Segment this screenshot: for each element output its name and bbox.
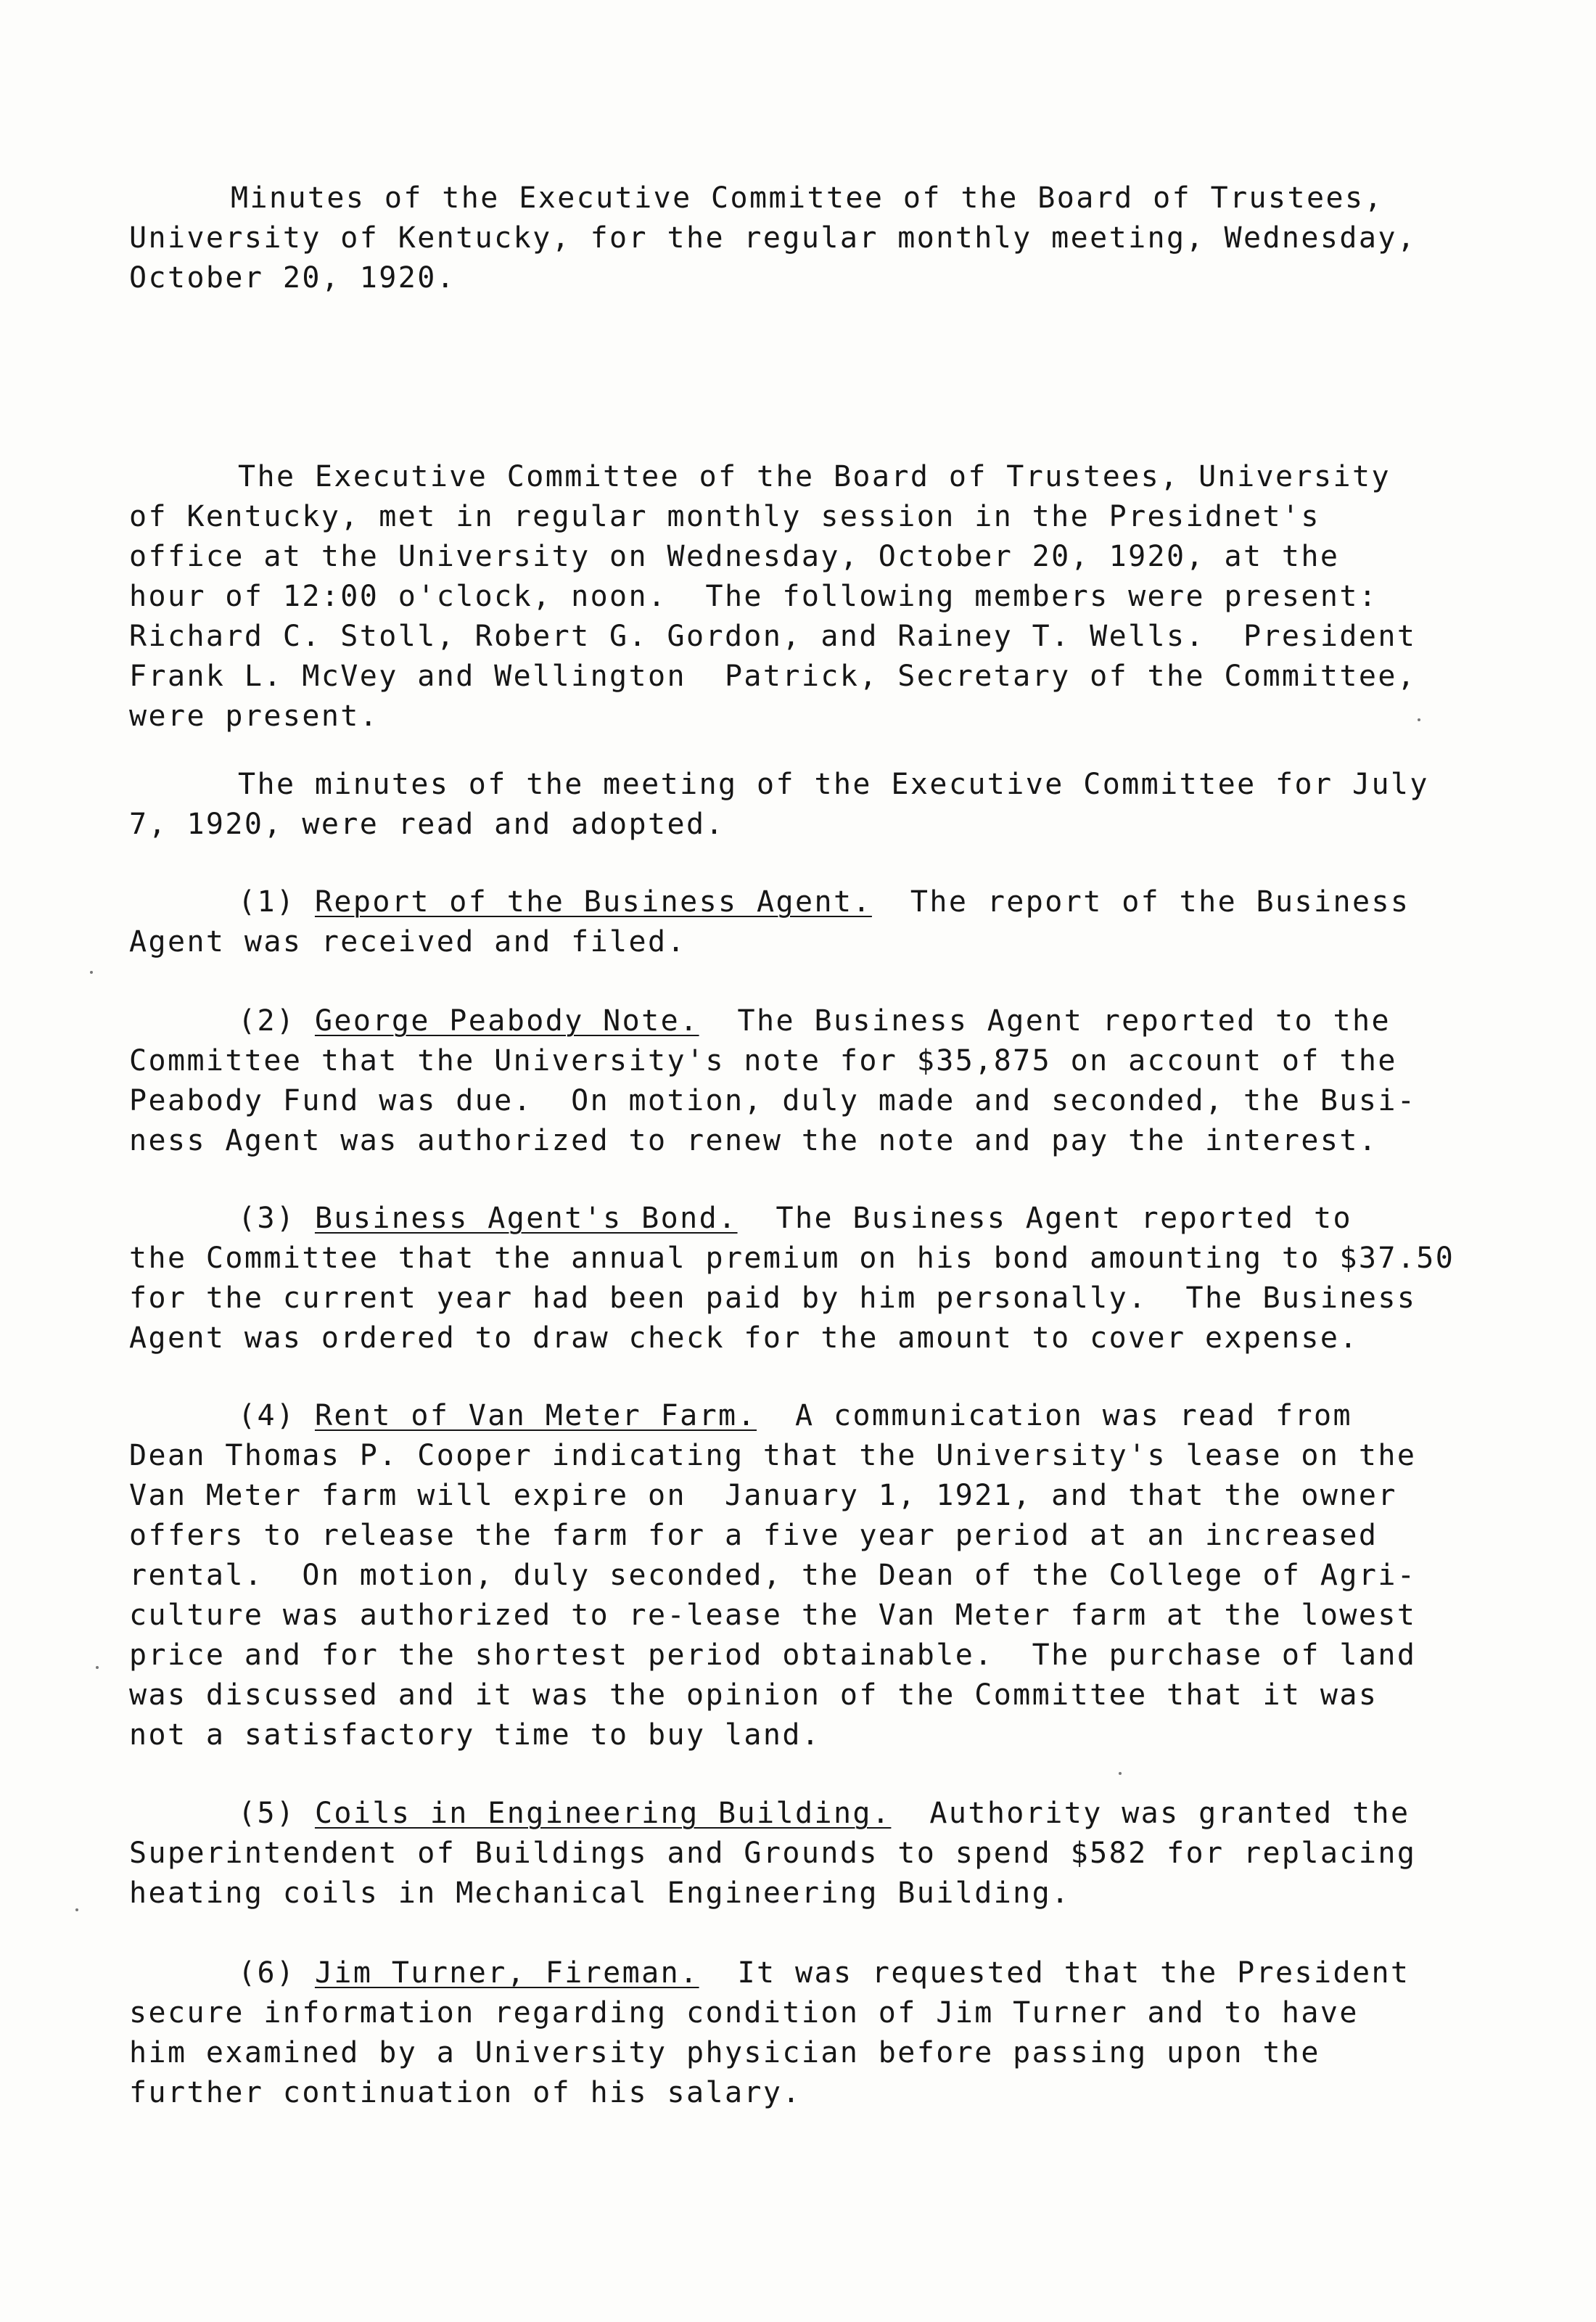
item-line: Committee that the University's note for $35,875 on account of the bbox=[129, 1044, 1397, 1078]
intro-line: The Executive Committee of the Board of Trustees, University bbox=[238, 460, 1391, 493]
item-line: Agent was ordered to draw check for the amount to cover expense. bbox=[129, 1321, 1359, 1355]
item-line: Superintendent of Buildings and Grounds to spend $582 for replacing bbox=[129, 1837, 1417, 1870]
item-2 bbox=[129, 1001, 1507, 1161]
item-line: ness Agent was authorized to renew the note and pay the interest. bbox=[129, 1124, 1378, 1157]
item-number: (5) bbox=[238, 1797, 296, 1830]
item-title: Report of the Business Agent. bbox=[314, 885, 872, 919]
item-line: for the current year had been paid by him personally. The Business bbox=[129, 1281, 1417, 1315]
item-number: (6) bbox=[238, 1956, 296, 1990]
document-header bbox=[129, 179, 1507, 298]
item-line: Agent was received and filed. bbox=[129, 925, 686, 959]
scan-speck bbox=[96, 1666, 99, 1669]
item-line: Van Meter farm will expire on January 1, 1921, and that the owner bbox=[129, 1479, 1397, 1512]
item-3 bbox=[129, 1199, 1507, 1358]
scan-speck bbox=[75, 1908, 78, 1911]
minutes-line: 7, 1920, were read and adopted. bbox=[129, 808, 725, 841]
item-title: Business Agent's Bond. bbox=[314, 1202, 738, 1235]
intro-line: were present. bbox=[129, 700, 379, 733]
minutes-line: The minutes of the meeting of the Executive Committee for July bbox=[238, 768, 1429, 801]
item-line: price and for the shortest period obtainable. The purchase of land bbox=[129, 1638, 1417, 1672]
minutes-paragraph bbox=[129, 765, 1507, 845]
intro-line: Frank L. McVey and Wellington Patrick, Secretary of the Committee, bbox=[129, 660, 1417, 693]
header-line: University of Kentucky, for the regular monthly meeting, Wednesday, bbox=[129, 221, 1417, 255]
item-number: (4) bbox=[238, 1399, 296, 1432]
item-6 bbox=[129, 1953, 1507, 2113]
item-line: Peabody Fund was due. On motion, duly made and seconded, the Busi- bbox=[129, 1084, 1417, 1117]
scan-speck bbox=[90, 971, 93, 974]
item-4 bbox=[129, 1396, 1507, 1755]
item-line: heating coils in Mechanical Engineering Building. bbox=[129, 1876, 1071, 1910]
item-title: Coils in Engineering Building. bbox=[314, 1797, 892, 1830]
item-5 bbox=[129, 1794, 1507, 1913]
intro-line: Richard C. Stoll, Robert G. Gordon, and Rainey T. Wells. President bbox=[129, 620, 1417, 653]
item-line: secure information regarding condition of Jim Turner and to have bbox=[129, 1996, 1359, 2030]
item-line: further continuation of his salary. bbox=[129, 2076, 802, 2109]
scan-speck bbox=[1418, 718, 1420, 721]
item-text: The report of the Business bbox=[871, 885, 1410, 919]
item-number: (1) bbox=[238, 885, 296, 919]
item-text: Authority was granted the bbox=[891, 1797, 1410, 1830]
intro-paragraph bbox=[129, 457, 1507, 737]
intro-line: office at the University on Wednesday, October 20, 1920, at the bbox=[129, 540, 1340, 573]
item-text: A communication was read from bbox=[757, 1399, 1352, 1432]
item-line: him examined by a University physician before passing upon the bbox=[129, 2036, 1320, 2069]
item-title: Jim Turner, Fireman. bbox=[314, 1956, 699, 1990]
intro-line: of Kentucky, met in regular monthly session in the Presidnet's bbox=[129, 500, 1320, 533]
item-text: It was requested that the President bbox=[699, 1956, 1410, 1990]
item-line: was discussed and it was the opinion of the Committee that it was bbox=[129, 1678, 1378, 1712]
item-text: The Business Agent reported to the bbox=[699, 1004, 1391, 1038]
item-line: Dean Thomas P. Cooper indicating that the University's lease on the bbox=[129, 1439, 1417, 1472]
item-title: Rent of Van Meter Farm. bbox=[314, 1399, 757, 1432]
item-line: rental. On motion, duly seconded, the Dean of the College of Agri- bbox=[129, 1559, 1417, 1592]
header-line: October 20, 1920. bbox=[129, 261, 456, 295]
item-number: (3) bbox=[238, 1202, 296, 1235]
item-1 bbox=[129, 882, 1507, 962]
item-title: George Peabody Note. bbox=[314, 1004, 699, 1038]
item-line: culture was authorized to re-lease the Van Meter farm at the lowest bbox=[129, 1599, 1417, 1632]
scan-speck bbox=[1119, 1772, 1122, 1775]
item-line: the Committee that the annual premium on his bond amounting to $37.50 bbox=[129, 1242, 1455, 1275]
item-number: (2) bbox=[238, 1004, 296, 1038]
item-line: not a satisfactory time to buy land. bbox=[129, 1718, 821, 1752]
item-text: The Business Agent reported to bbox=[737, 1202, 1352, 1235]
intro-line: hour of 12:00 o'clock, noon. The following members were present: bbox=[129, 580, 1378, 613]
item-line: offers to release the farm for a five year period at an increased bbox=[129, 1519, 1378, 1552]
header-line: Minutes of the Executive Committee of the Board of Trustees, bbox=[231, 181, 1383, 215]
